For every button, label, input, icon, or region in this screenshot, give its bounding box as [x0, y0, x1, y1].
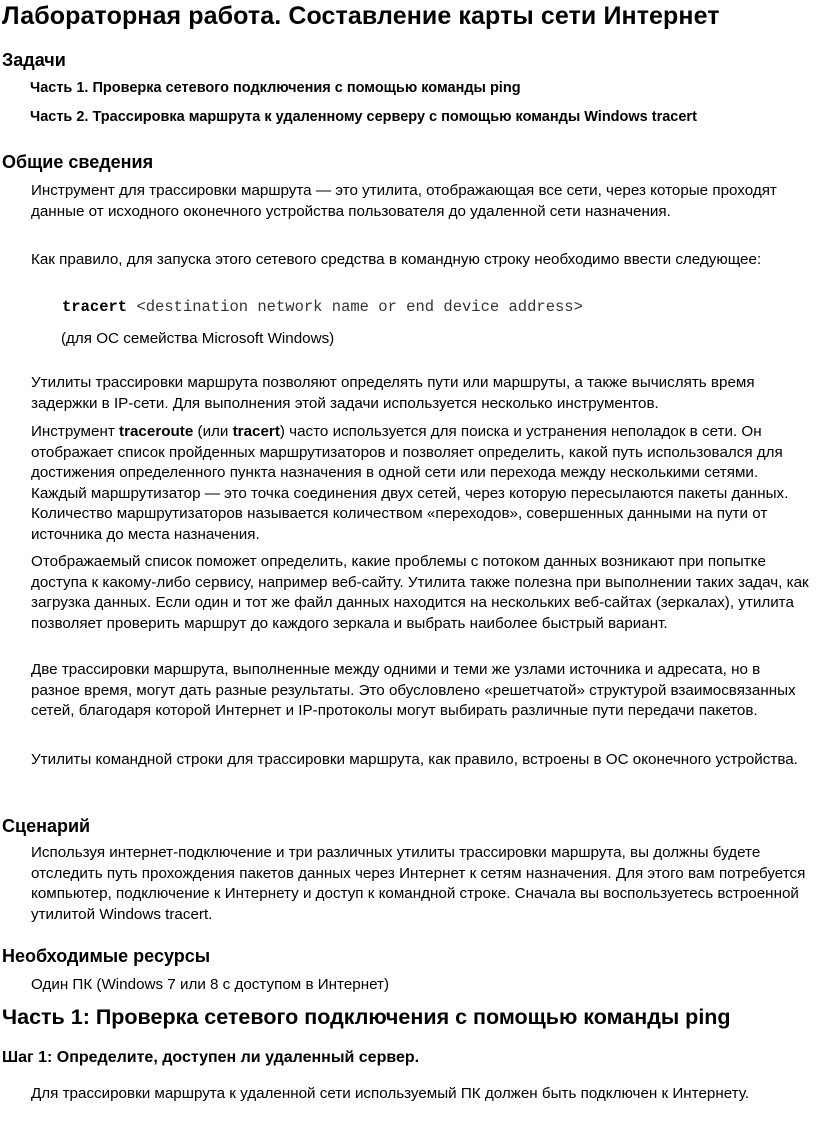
part1-heading: Часть 1: Проверка сетевого подключения с помощью команды ping	[2, 1005, 731, 1029]
traceroute-term: traceroute	[119, 423, 194, 440]
resources-text: Один ПК (Windows 7 или 8 с доступом в Интернет)	[31, 976, 390, 993]
command-keyword: tracert	[62, 298, 128, 316]
command-argument: <destination network name or end device address>	[136, 298, 583, 316]
page-title: Лабораторная работа. Составление карты сети Интернет	[2, 2, 720, 30]
part1-text: Для трассировки маршрута к удаленной сети используемый ПК должен быть подключен к Интернету.	[31, 1085, 750, 1102]
background-paragraph-3: Утилиты трассировки маршрута позволяют определять пути или маршруты, а также вычислять время задержки в IP-сети. Для выполнения этой задачи используется несколько инструментов.	[31, 374, 755, 412]
background-paragraph-5: Отображаемый список поможет определить, какие проблемы с потоком данных возникают при попытке доступа к какому-либо сервису, например веб-сайту. Утилита также полезна при выполнении таких задач, как загрузка данных. Если один и тот же файл данных находится на нескольких веб-сайтах (зеркалах), утилита позволяет проверить маршрут до каждого зеркала и выбрать наиболее быстрый вариант.	[31, 553, 809, 632]
tracert-term: tracert	[232, 423, 280, 440]
os-note: (для ОС семейства Microsoft Windows)	[61, 330, 335, 347]
p4-rest: ) часто используется для поиска и устранения неполадок в сети. Он отображает список пройденных маршрутизаторов и позволяет определить, какой путь использовался для достижения определенного пункта назначения в одной сети или перехода между несколькими сетями. Каждый маршрутизатор — это точка соединения двух сетей, через которую пересылаются пакеты данных. Количество маршрутизаторов называется количеством «переходов», совершенных данными на пути от источника до места назначения.	[31, 423, 789, 543]
background-paragraph-2: Как правило, для запуска этого сетевого средства в командную строку необходимо ввести следующее:	[31, 251, 762, 268]
scenario-text: Используя интернет-подключение и три различных утилиты трассировки маршрута, вы должны будете отследить путь прохождения пакетов данных через Интернет к сетям назначения. Для этого вам потребуется компьютер, подключение к Интернету и доступ к командной строке. Сначала вы воспользуетесь встроенной утилитой Windows tracert.	[31, 844, 806, 923]
scenario-heading: Сценарий	[2, 816, 91, 836]
task-item-1: Часть 1. Проверка сетевого подключения с помощью команды ping	[30, 80, 521, 96]
background-paragraph-1: Инструмент для трассировки маршрута — это утилита, отображающая все сети, через которые проходят данные от исходного оконечного устройства пользователя до удаленной сети назначения.	[31, 182, 777, 220]
resources-heading: Необходимые ресурсы	[2, 946, 211, 966]
command-example	[62, 298, 583, 316]
background-paragraph-4	[31, 422, 811, 545]
background-paragraph-6: Две трассировки маршрута, выполненные между одними и теми же узлами источника и адресата, но в разное время, могут дать разные результаты. Это обусловлено «решетчатой» структурой взаимосвязанных сетей, благодаря которой Интернет и IP-протоколы могут выбирать различные пути передачи пакетов.	[31, 661, 796, 719]
tasks-heading: Задачи	[2, 50, 66, 70]
p4-lead: Инструмент	[31, 423, 120, 440]
background-heading: Общие сведения	[2, 152, 154, 172]
background-paragraph-7: Утилиты командной строки для трассировки маршрута, как правило, встроены в ОС оконечного устройства.	[31, 751, 798, 768]
task-item-2: Часть 2. Трассировка маршрута к удаленному серверу с помощью команды Windows tracert	[30, 109, 697, 125]
p4-mid: (или	[193, 423, 233, 440]
step1-heading: Шаг 1: Определите, доступен ли удаленный сервер.	[2, 1049, 420, 1066]
